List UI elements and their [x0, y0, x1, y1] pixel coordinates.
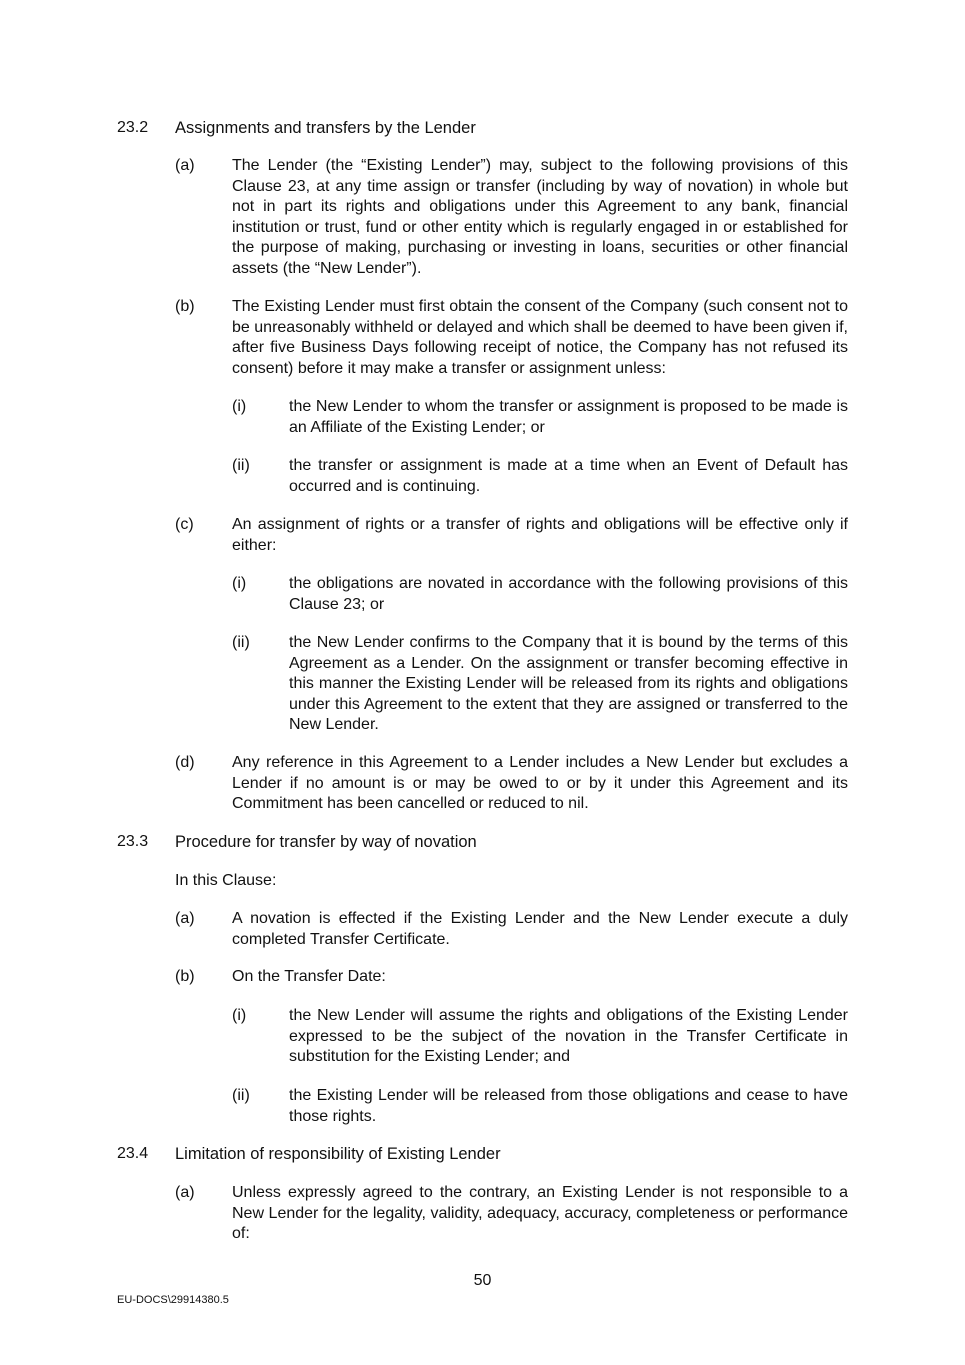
- section-number-23-4: 23.4: [117, 1145, 149, 1162]
- subclause-label: (i): [232, 575, 247, 592]
- document-reference: EU-DOCS\29914380.5: [117, 1294, 229, 1306]
- clause-label: (a): [175, 910, 195, 927]
- clause-23-2-d-text: Any reference in this Agreement to a Lender includes a New Lender but excludes a Lender if no amount is or may be owed to or by it under this Agreement and its Commitment has been cancelled or reduced to nil.: [232, 754, 848, 813]
- section-heading-23-3: Procedure for transfer by way of novation: [175, 833, 477, 851]
- subclause-23-2-c-ii-text: the New Lender confirms to the Company that it is bound by the terms of this Agreement as a Lender. On the assignment or transfer becoming effective in this manner the Existing Lender will be released from its rights and obligations under this Agreement to the extent that they are assigned or transferred to the New Lender.: [289, 634, 848, 734]
- clause-label: (d): [175, 754, 195, 771]
- section-heading-23-4: Limitation of responsibility of Existing Lender: [175, 1145, 501, 1163]
- clause-label: (b): [175, 968, 195, 985]
- section-number-23-3: 23.3: [117, 833, 149, 850]
- subclause-23-2-c-i-text: the obligations are novated in accordance with the following provisions of this Clause 23; or: [289, 575, 848, 613]
- clause-label: (b): [175, 298, 195, 315]
- section-number-23-2: 23.2: [117, 119, 149, 136]
- subclause-label: (ii): [232, 1087, 250, 1104]
- clause-label: (a): [175, 157, 195, 174]
- page-number: 50: [473, 1272, 492, 1289]
- subclause-label: (ii): [232, 457, 250, 474]
- clause-23-4-a-text: Unless expressly agreed to the contrary, an Existing Lender is not responsible to a New Lender for the legality, validity, adequacy, accuracy, completeness or performance of:: [232, 1184, 848, 1243]
- subclause-label: (i): [232, 1007, 247, 1024]
- clause-label: (c): [175, 516, 194, 533]
- subclause-label: (i): [232, 398, 247, 415]
- subclause-label: (ii): [232, 634, 250, 651]
- subclause-23-3-b-i-text: the New Lender will assume the rights and obligations of the Existing Lender expressed to be the subject of the novation in the Transfer Certificate in substitution for the Existing Lender; and: [289, 1007, 848, 1066]
- clause-23-3-b-text: On the Transfer Date:: [232, 968, 386, 985]
- clause-23-2-a-text: The Lender (the “Existing Lender”) may, subject to the following provisions of this Clause 23, at any time assign or transfer (including by way of novation) in whole but not in part its rights and obligations under this Agreement to any bank, financial institution or trust, fund or other entity which is regularly engaged in or established for the purpose of making, purchasing or investing in loans, securities or other financial assets (the “New Lender”).: [232, 157, 848, 277]
- clause-23-2-b-text: The Existing Lender must first obtain the consent of the Company (such consent not to be unreasonably withheld or delayed and which shall be deemed to have been given if, after five Business Days following receipt of notice, the Company has not refused its consent) before it may make a transfer or assignment unless:: [232, 298, 848, 377]
- subclause-23-2-b-i-text: the New Lender to whom the transfer or assignment is proposed to be made is an Affiliate of the Existing Lender; or: [289, 398, 848, 436]
- section-intro-23-3: In this Clause:: [175, 872, 277, 889]
- clause-label: (a): [175, 1184, 195, 1201]
- clause-23-3-a-text: A novation is effected if the Existing Lender and the New Lender execute a duly completed Transfer Certificate.: [232, 910, 848, 948]
- subclause-23-3-b-ii-text: the Existing Lender will be released from those obligations and cease to have those rights.: [289, 1087, 848, 1125]
- subclause-23-2-b-ii-text: the transfer or assignment is made at a time when an Event of Default has occurred and is continuing.: [289, 457, 848, 495]
- clause-23-2-c-text: An assignment of rights or a transfer of rights and obligations will be effective only if either:: [232, 516, 848, 554]
- section-heading-23-2: Assignments and transfers by the Lender: [175, 119, 476, 137]
